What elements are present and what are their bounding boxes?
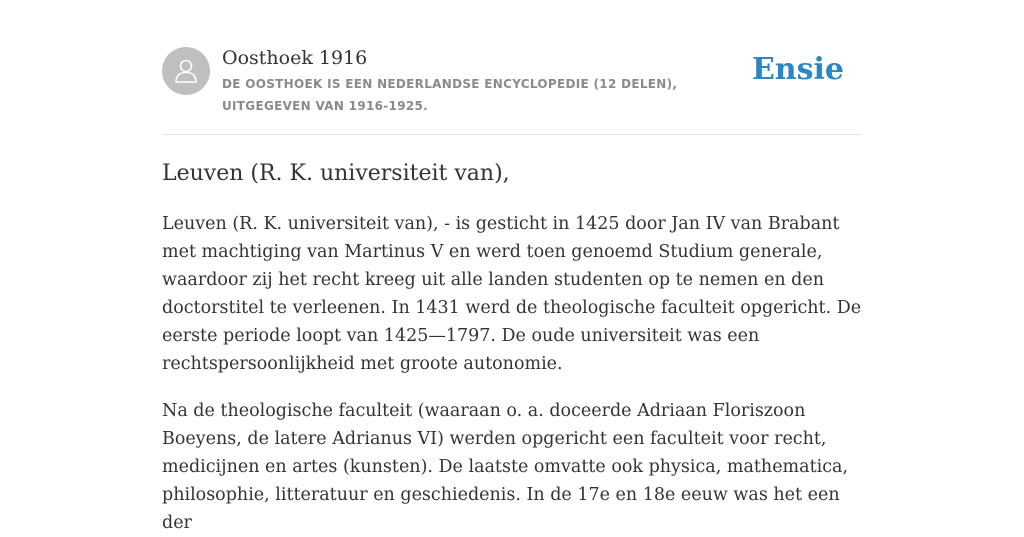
user-icon [172, 57, 200, 85]
avatar[interactable] [162, 47, 210, 95]
page-container [162, 0, 862, 537]
source-title[interactable]: Oosthoek 1916 [222, 47, 368, 69]
brand-logo[interactable]: Ensie [751, 52, 844, 87]
article-paragraph-1: Leuven (R. K. universiteit van), - is gesticht in 1425 door Jan IV van Brabant met machtiging van Martinus V en werd toen genoemd Studium generale, waardoor zij het recht kreeg uit alle landen studenten op te nemen en den doctorstitel te verleenen. In 1431 werd de theologische faculteit opgericht. De eerste periode loopt van 1425—1797. De oude universiteit was een rechtspersoonlijkheid met groote autonomie. [162, 214, 862, 374]
source-header [162, 0, 862, 135]
source-info [222, 45, 767, 117]
source-description: DE OOSTHOEK IS EEN NEDERLANDSE ENCYCLOPEDIE (12 DELEN), UITGEGEVEN VAN 1916-1925. [222, 77, 678, 113]
article-paragraph-2: Na de theologische faculteit (waaraan o. a. doceerde Adriaan Floriszoon Boeyens, de latere Adrianus VI) werden opgericht een faculteit voor recht, medicijnen en artes (kunsten). De laatste omvatte ook physica, mathematica, philosophie, litteratuur en geschiedenis. In de 17e en 18e eeuw was het een der [162, 401, 849, 533]
article-title: Leuven (R. K. universiteit van), [162, 161, 510, 186]
